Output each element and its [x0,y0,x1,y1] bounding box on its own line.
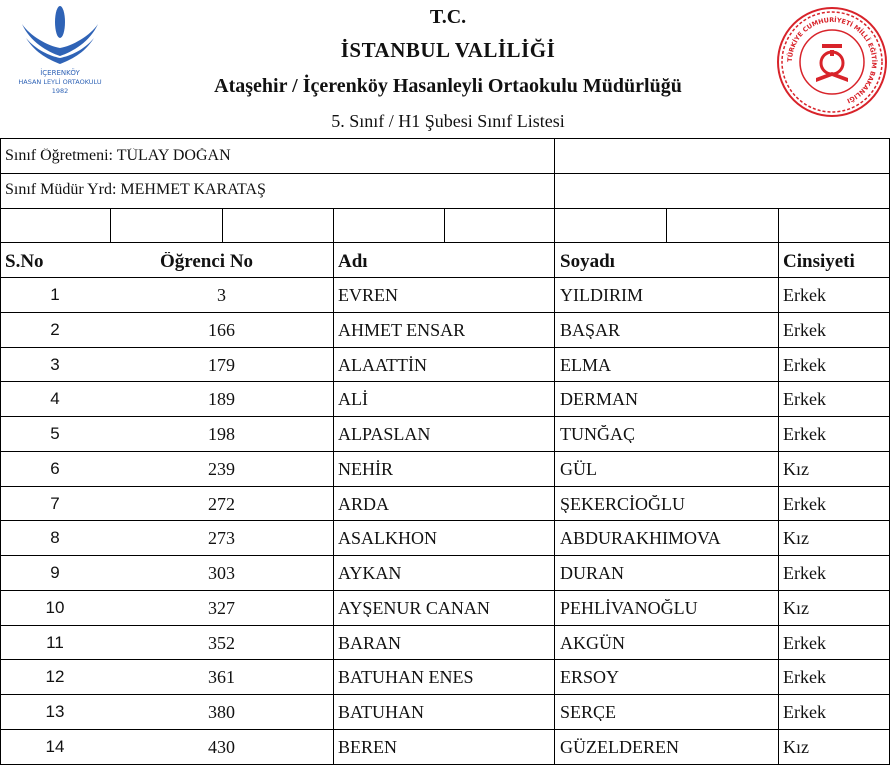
cell-gender: Erkek [783,703,826,721]
cell-student-no: 430 [208,738,235,756]
header-line-4: 5. Sınıf / H1 Şubesi Sınıf Listesi [331,111,565,131]
cell-surname: YILDIRIM [560,286,643,304]
cell-gender: Erkek [783,564,826,582]
cell-sno: 11 [46,634,64,651]
col-header-gender: Cinsiyeti [783,252,855,271]
cell-name: EVREN [338,286,398,304]
cell-gender: Kız [783,738,809,756]
seal-text: TÜRKİYE CUMHURİYETİ MİLLÎ EĞİTİM BAKANLIĞI [785,15,879,105]
cell-sno: 7 [50,495,60,512]
cell-student-no: 3 [217,286,226,304]
cell-name: BEREN [338,738,398,756]
cell-surname: GÜL [560,460,597,478]
cell-name: ALİ [338,390,368,408]
col-header-student-no: Öğrenci No [160,252,254,271]
cell-name: ALAATTİN [338,356,427,374]
col-header-name: Adı [338,252,368,271]
cell-gender: Erkek [783,495,826,513]
cell-student-no: 189 [208,390,235,408]
cell-student-no: 239 [208,460,235,478]
cell-student-no: 198 [208,425,235,443]
cell-sno: 4 [50,390,60,407]
cell-sno: 12 [45,668,65,685]
cell-student-no: 380 [208,703,235,721]
cell-surname: SERÇE [560,703,617,721]
cell-surname: ABDURAKHIMOVA [560,529,721,547]
cell-name: AYKAN [338,564,402,582]
class-teacher: Sınıf Öğretmeni: TÜLAY DOĞAN [5,148,231,164]
cell-student-no: 327 [208,599,235,617]
cell-gender: Kız [783,460,809,478]
cell-gender: Erkek [783,321,826,339]
cell-name: BATUHAN [338,703,425,721]
cell-name: BATUHAN ENES [338,668,474,686]
cell-name: NEHİR [338,460,393,478]
cell-surname: ŞEKERCİOĞLU [560,495,685,513]
cell-surname: ERSOY [560,668,620,686]
cell-student-no: 179 [208,356,235,374]
cell-name: ASALKHON [338,529,437,547]
cell-name: AYŞENUR CANAN [338,599,490,617]
cell-surname: DERMAN [560,390,639,408]
cell-gender: Kız [783,599,809,617]
cell-sno: 5 [50,425,60,442]
cell-surname: GÜZELDEREN [560,738,679,756]
cell-sno: 14 [45,738,65,755]
cell-sno: 1 [50,286,60,303]
cell-gender: Erkek [783,668,826,686]
cell-student-no: 352 [208,634,235,652]
cell-name: AHMET ENSAR [338,321,466,339]
cell-gender: Erkek [783,390,826,408]
logo-text-1: İÇERENKÖY [40,69,80,77]
cell-student-no: 361 [208,668,235,686]
cell-name: BARAN [338,634,402,652]
cell-sno: 10 [45,599,65,616]
cell-gender: Erkek [783,425,826,443]
cell-student-no: 272 [208,495,235,513]
cell-sno: 8 [50,529,60,546]
assistant-principal: Sınıf Müdür Yrd: MEHMET KARATAŞ [5,182,266,198]
logo-text-3: 1982 [51,87,69,95]
cell-student-no: 273 [208,529,235,547]
col-header-sno: S.No [5,252,44,271]
cell-name: ARDA [338,495,390,513]
cell-surname: TUNĞAÇ [560,425,635,443]
cell-gender: Erkek [783,356,826,374]
header-line-2: İSTANBUL VALİLİĞİ [340,38,556,62]
cell-sno: 9 [50,564,60,581]
cell-gender: Erkek [783,286,826,304]
cell-surname: DURAN [560,564,625,582]
logo-text-2: HASAN LEYLİ ORTAOKULU [18,78,102,86]
cell-sno: 13 [45,703,65,720]
header-line-3: Ataşehir / İçerenköy Hasanleyli Ortaokulu Müdürlüğü [214,75,682,97]
cell-gender: Erkek [783,634,826,652]
cell-name: ALPASLAN [338,425,431,443]
cell-sno: 3 [50,356,60,373]
header-line-1: T.C. [429,6,467,28]
col-header-surname: Soyadı [560,252,615,271]
cell-sno: 6 [50,460,60,477]
cell-student-no: 303 [208,564,235,582]
cell-gender: Kız [783,529,809,547]
cell-surname: BAŞAR [560,321,621,339]
cell-surname: AKGÜN [560,634,625,652]
cell-surname: ELMA [560,356,611,374]
cell-sno: 2 [50,321,60,338]
cell-student-no: 166 [208,321,235,339]
cell-surname: PEHLİVANOĞLU [560,599,698,617]
